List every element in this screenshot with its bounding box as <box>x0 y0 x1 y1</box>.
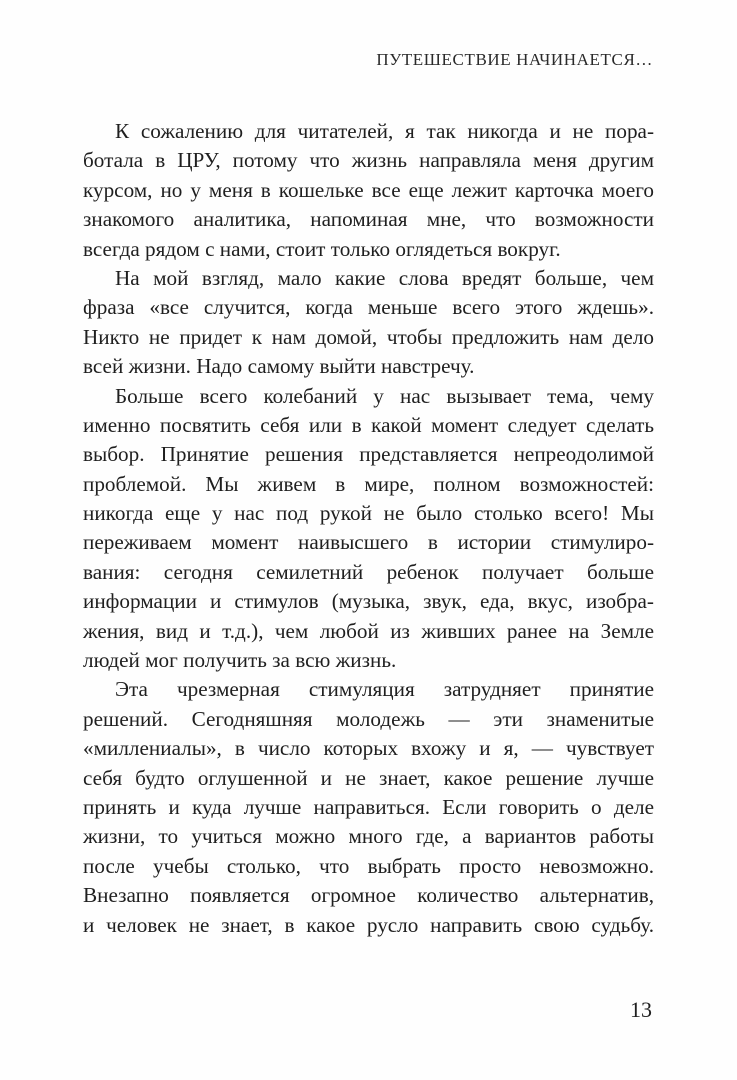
text-line: проблемой. Мы живем в мире, полном возможностей: <box>83 471 654 496</box>
text-line: людей мог получить за всю жизнь. <box>83 648 397 673</box>
text-line: жизни, то учиться можно много где, а вариантов работы <box>83 824 654 849</box>
text-line: жения, вид и т.д.), чем любой из живших ранее на Земле <box>83 618 654 643</box>
paragraph <box>83 117 654 264</box>
text-line: после учебы столько, что выбрать просто невозможно. <box>83 853 654 878</box>
body-text <box>83 117 654 940</box>
text-line: всей жизни. Надо самому выйти навстречу. <box>83 354 475 379</box>
text-line: всегда рядом с нами, стоит только оглядеться вокруг. <box>83 236 561 261</box>
text-line: знакомого аналитика, напоминая мне, что возможности <box>83 207 654 232</box>
text-line: переживаем момент наивысшего в истории стимулиро- <box>83 530 654 555</box>
text-line: На мой взгляд, мало какие слова вредят больше, чем <box>115 265 654 290</box>
paragraph <box>83 382 654 676</box>
text-line: никогда еще у нас под рукой не было столько всего! Мы <box>83 501 654 526</box>
text-line: Внезапно появляется огромное количество альтернатив, <box>83 883 654 908</box>
page-number: 13 <box>630 997 652 1022</box>
text-line: принять и куда лучше направиться. Если говорить о деле <box>83 794 654 819</box>
paragraph <box>83 675 654 940</box>
text-line: Эта чрезмерная стимуляция затрудняет принятие <box>115 677 654 702</box>
text-line: информации и стимулов (музыка, звук, еда, вкус, изобра- <box>83 589 654 614</box>
running-head: ПУТЕШЕСТВИЕ НАЧИНАЕТСЯ… <box>376 50 653 69</box>
text-line: Никто не придет к нам домой, чтобы предложить нам дело <box>83 324 654 349</box>
text-line: ботала в ЦРУ, потому что жизнь направляла меня другим <box>83 148 654 173</box>
text-line: курсом, но у меня в кошельке все еще лежит карточка моего <box>83 177 654 202</box>
text-line: фраза «все случится, когда меньше всего этого ждешь». <box>83 295 654 320</box>
text-line: и человек не знает, в какое русло направить свою судьбу. <box>83 912 654 937</box>
text-line: выбор. Принятие решения представляется непреодолимой <box>83 442 654 467</box>
text-line: вания: сегодня семилетний ребенок получает больше <box>83 559 654 584</box>
text-line: «миллениалы», в число которых вхожу и я, — чувствует <box>83 736 654 761</box>
text-line: решений. Сегодняшняя молодежь — эти знаменитые <box>83 706 654 731</box>
text-line: Больше всего колебаний у нас вызывает тема, чему <box>115 383 654 408</box>
text-line: себя будто оглушенной и не знает, какое решение лучше <box>83 765 654 790</box>
paragraph <box>83 264 654 382</box>
text-line: именно посвятить себя или в какой момент следует сделать <box>83 412 654 437</box>
text-line: К сожалению для читателей, я так никогда и не пора- <box>115 119 654 143</box>
